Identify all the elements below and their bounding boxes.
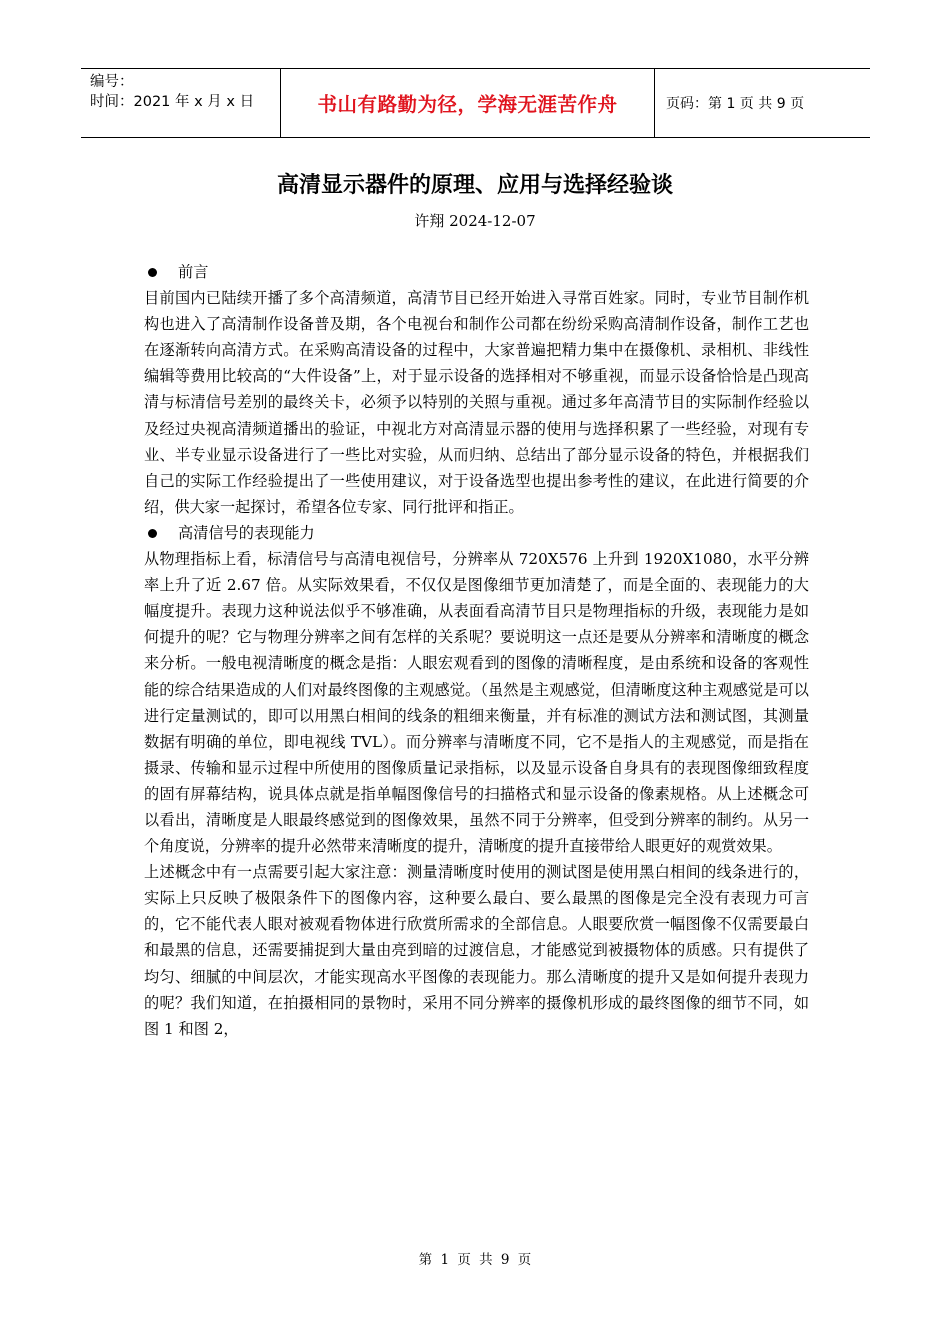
header-meta: [81, 69, 281, 137]
section-heading-preface: [144, 259, 809, 285]
page-footer: 第 1 页 共 9 页: [418, 1252, 532, 1268]
header-time-label: 时间：2021 年 x 月 x 日: [90, 94, 255, 110]
section-heading-text: 高清信号的表现能力: [178, 523, 315, 542]
paragraph: 上述概念中有一点需要引起大家注意：测量清晰度时使用的测试图是使用黑白相间的线条进行的，实际上只反映了极限条件下的图像内容，这种要么最白、要么最黑的图像是完全没有表现力可言的，它不能代表人眼对被观看物体进行欣赏所需求的全部信息。人眼要欣赏一幅图像不仅需要最白和最黑的信息，还需要捕捉到大量由亮到暗的过渡信息，才能感觉到被摄物体的质感。只有提供了均匀、细腻的中间层次，才能实现高水平图像的表现能力。那么清晰度的提升又是如何提升表现力的呢？我们知道，在拍摄相同的景物时，采用不同分辨率的摄像机形成的最终图像的细节不同，如图 1 和图 2，: [144, 863, 809, 1038]
page-header: [81, 68, 870, 138]
header-page-label: 页码：第 1 页 共 9 页: [666, 96, 805, 112]
document-title: 高清显示器件的原理、应用与选择经验谈: [276, 173, 673, 198]
header-number-label: 编号：: [90, 74, 134, 90]
bullet-icon: [148, 529, 157, 538]
bullet-icon: [148, 268, 157, 277]
section-heading-signal: [144, 520, 809, 546]
header-motto: 书山有路勤为径，学海无涯苦作舟: [281, 69, 655, 137]
document-body: [144, 259, 809, 1042]
paragraph: 从物理指标上看，标清信号与高清电视信号，分辨率从 720X576 上升到 1920X1080，水平分辨率上升了近 2.67 倍。从实际效果看，不仅仅是图像细节更加清楚了，而是全面的、表现能力的大幅度提升。表现力这种说法似乎不够准确，从表面看高清节目只是物理指标的升级，表现能力是如何提升的呢？它与物理分辨率之间有怎样的关系呢？要说明这一点还是要从分辨率和清晰度的概念来分析。一般电视清晰度的概念是指：人眼宏观看到的图像的清晰程度，是由系统和设备的客观性能的综合结果造成的人们对最终图像的主观感觉。（虽然是主观感觉，但清晰度这种主观感觉是可以进行定量测试的，即可以用黑白相间的线条的粗细来衡量，并有标准的测试方法和测试图，其测量数据有明确的单位，即电视线 TVL）。而分辨率与清晰度不同，它不是指人的主观感觉，而是指在摄录、传输和显示过程中所使用的图像质量记录指标，以及显示设备自身具有的表现图像细致程度的固有屏幕结构，说具体点就是指单幅图像信号的扫描格式和显示设备的像素规格。从上述概念可以看出，清晰度是人眼最终感觉到的图像效果，虽然不同于分辨率，但受到分辨率的制约。从另一个角度说，分辨率的提升必然带来清晰度的提升，清晰度的提升直接带给人眼更好的观赏效果。: [144, 550, 809, 856]
document-byline: 许翔 2024-12-07: [414, 212, 536, 230]
section-heading-text: 前言: [178, 263, 209, 281]
paragraph: 目前国内已陆续开播了多个高清频道，高清节目已经开始进入寻常百姓家。同时，专业节目制作机构也进入了高清制作设备普及期，各个电视台和制作公司都在纷纷采购高清制作设备，制作工艺也在逐渐转向高清方式。在采购高清设备的过程中，大家普遍把精力集中在摄像机、录相机、非线性编辑等费用比较高的“大件设备”上，对于显示设备的选择相对不够重视，而显示设备恰恰是凸现高清与标清信号差别的最终关卡，必须予以特别的关照与重视。通过多年高清节目的实际制作经验以及经过央视高清频道播出的验证，中视北方对高清显示器的使用与选择积累了一些经验，对现有专业、半专业显示设备进行了一些比对实验，从而归纳、总结出了部分显示设备的特色，并根据我们自己的实际工作经验提出了一些使用建议，对于设备选型也提出参考性的建议，在此进行简要的介绍，供大家一起探讨，希望各位专家、同行批评和指正。: [144, 289, 809, 516]
